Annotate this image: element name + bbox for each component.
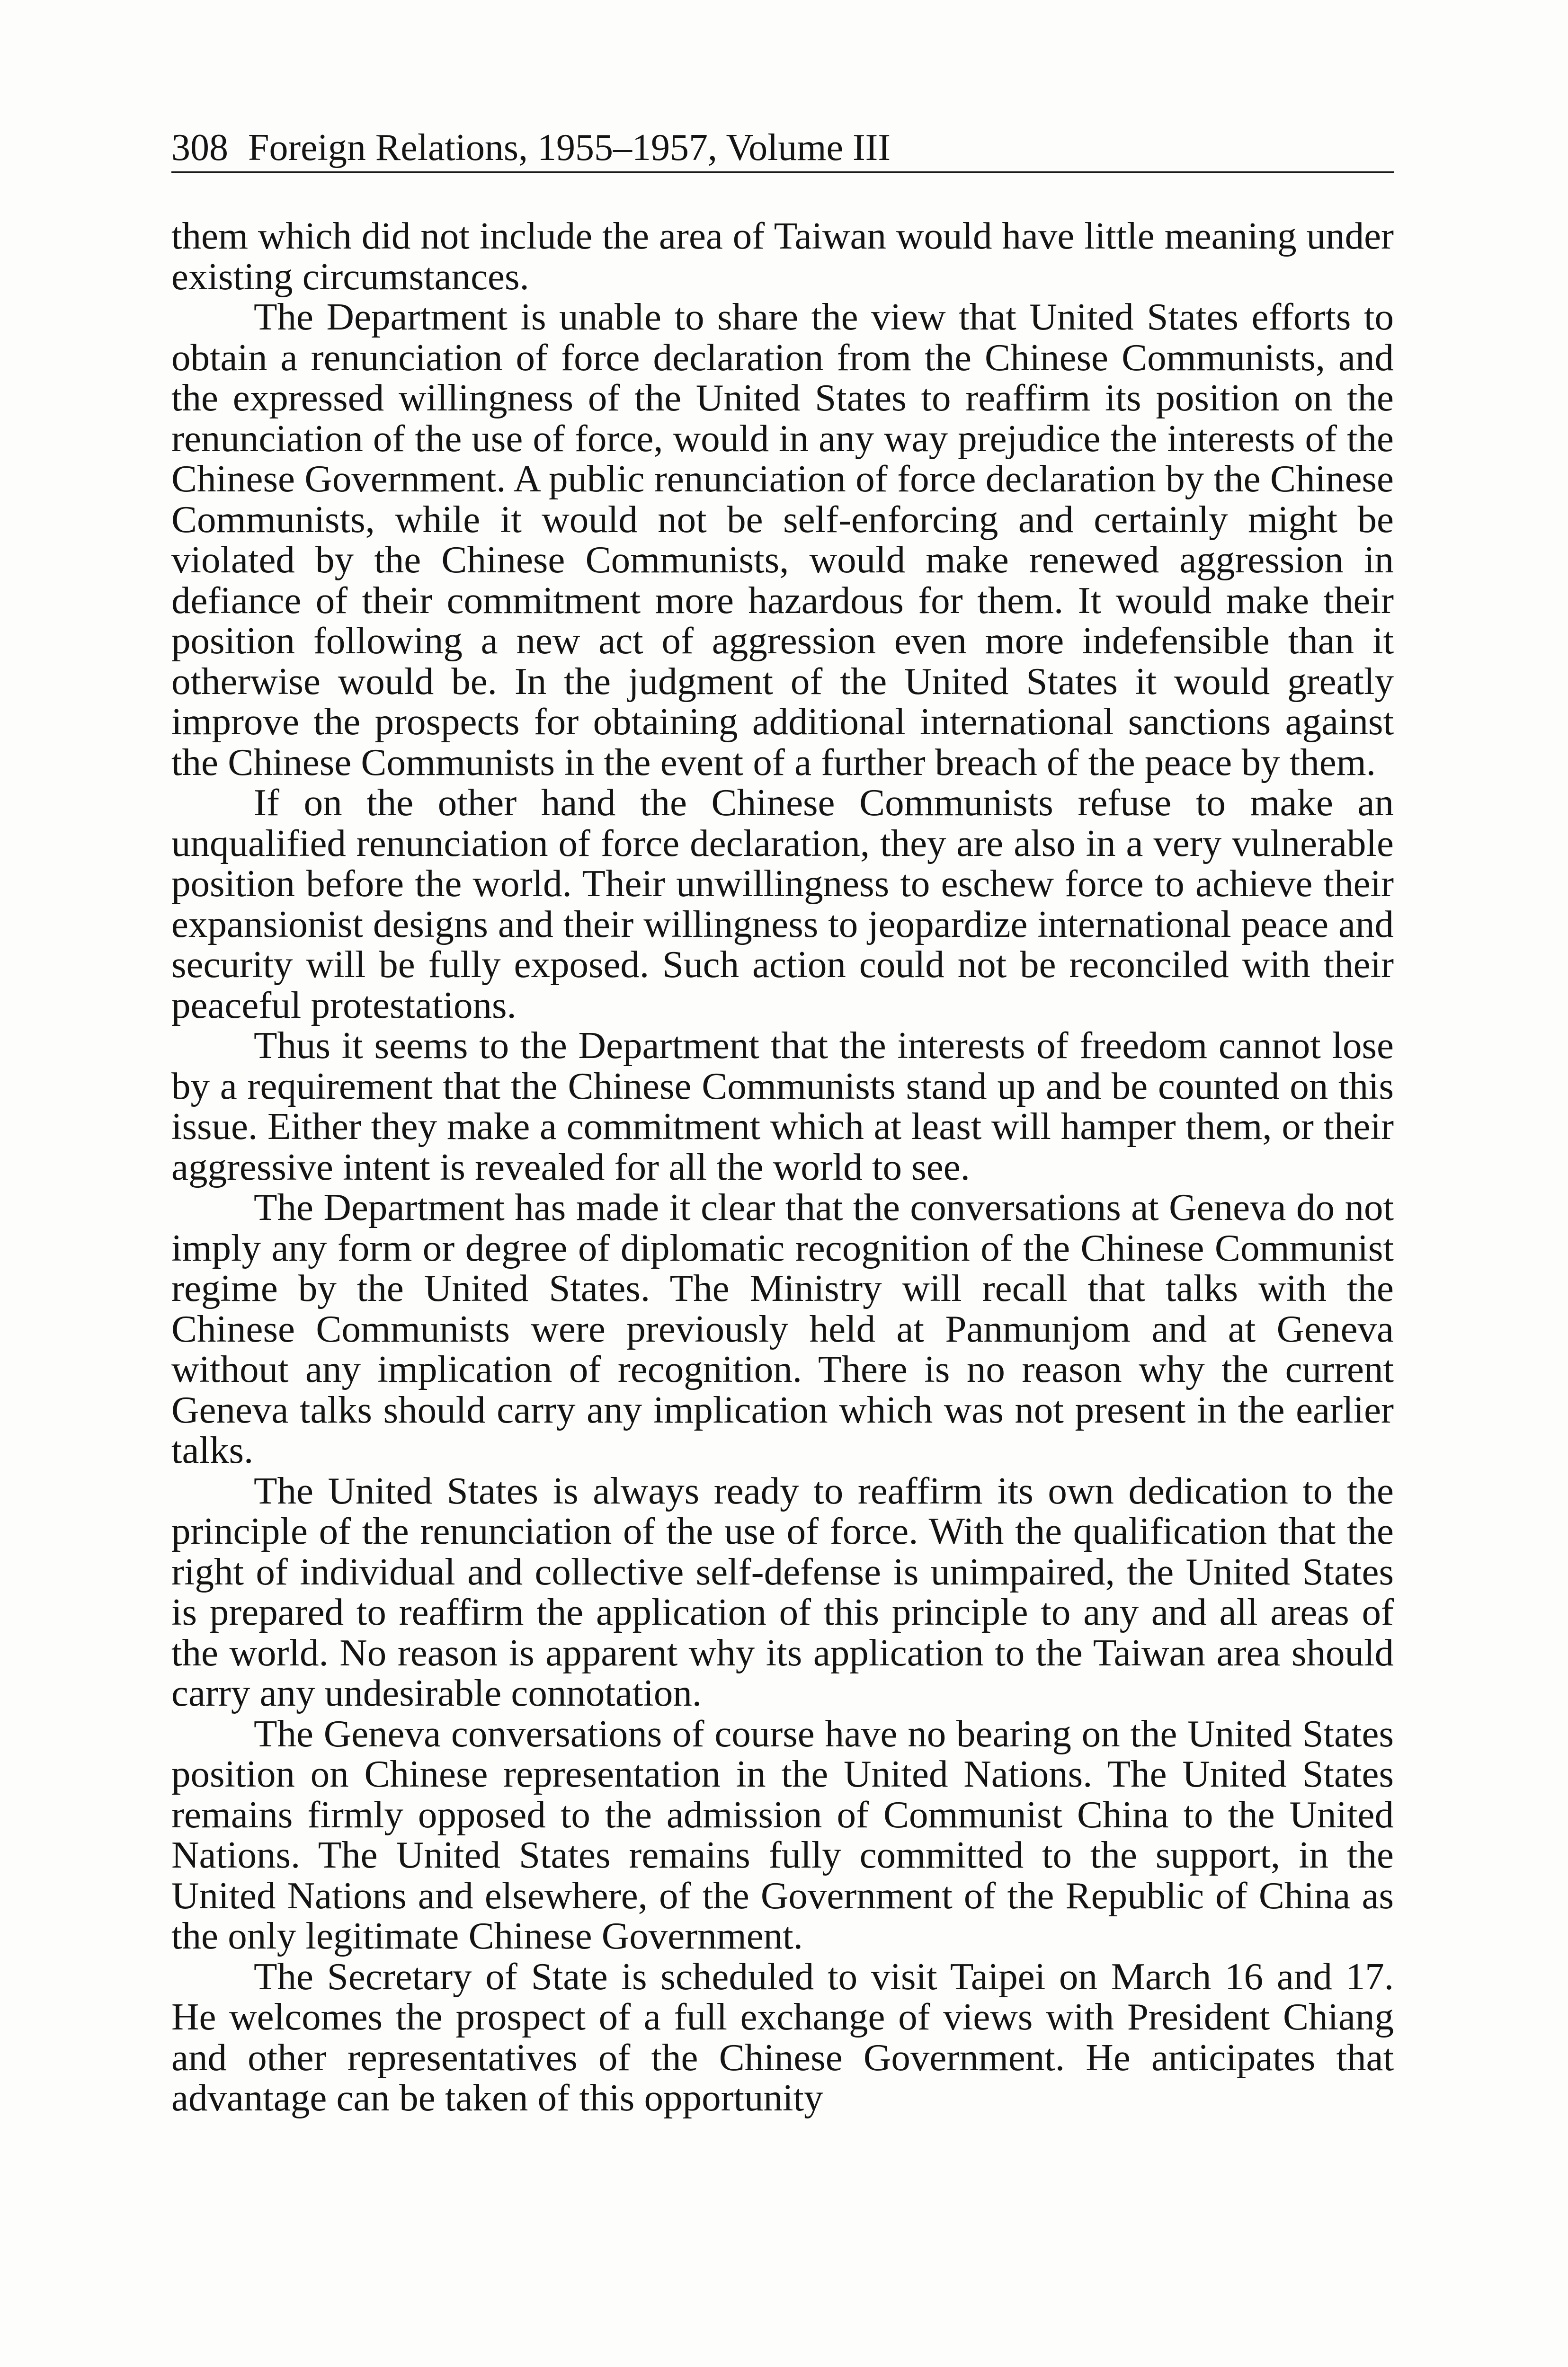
body-text: [171, 216, 1394, 2118]
paragraph: The Department is unable to share the view that United States efforts to obtain a renunciation of force declaration from the Chinese Communists, and the expressed willingness of the United States to reaffirm its position on the renunciation of the use of force, would in any way prejudice the interests of the Chinese Government. A public renunciation of force declaration by the Chinese Communists, while it would not be self-enforcing and certainly might be violated by the Chinese Communists, would make renewed aggression in defiance of their commitment more hazardous for them. It would make their position following a new act of aggression even more indefensible than it otherwise would be. In the judgment of the United States it would greatly improve the prospects for obtaining additional international sanctions against the Chinese Communists in the event of a further breach of the peace by them.: [171, 295, 1394, 783]
page-number: 308: [171, 127, 228, 169]
paragraph: The Geneva conversations of course have no bearing on the United States position on Chinese representation in the United Nations. The United States remains firmly opposed to the admission of Communist China to the United Nations. The United States remains fully committed to the support, in the United Nations and elsewhere, of the Government of the Republic of China as the only legitimate Chinese Government.: [171, 1712, 1394, 1957]
paragraph: The Secretary of State is scheduled to visit Taipei on March 16 and 17. He welcomes the prospect of a full exchange of views with President Chiang and other representatives of the Chinese Government. He anticipates that advantage can be taken of this opportunity: [171, 1955, 1394, 2119]
paragraph: If on the other hand the Chinese Communists refuse to make an unqualified renunciation of force declaration, they are also in a very vulnerable position before the world. Their unwillingness to eschew force to achieve their expansionist designs and their willingness to jeopardize international peace and security will be fully exposed. Such action could not be reconciled with their peaceful protestations.: [171, 781, 1394, 1026]
paragraph: Thus it seems to the Department that the interests of freedom cannot lose by a requirement that the Chinese Communists stand up and be counted on this issue. Either they make a commitment which at least will hamper them, or their aggressive intent is revealed for all the world to see.: [171, 1024, 1394, 1188]
running-title: Foreign Relations, 1955–1957, Volume III: [248, 127, 891, 169]
running-header: [171, 124, 1394, 173]
paragraph: The United States is always ready to reaffirm its own dedication to the principle of the renunciation of the use of force. With the qualification that the right of individual and collective self-defense is unimpaired, the United States is prepared to reaffirm the application of this principle to any and all areas of the world. No reason is apparent why its application to the Taiwan area should carry any undesirable connotation.: [171, 1469, 1394, 1714]
paragraph: The Department has made it clear that the conversations at Geneva do not imply any form or degree of diplomatic recognition of the Chinese Communist regime by the United States. The Ministry will recall that talks with the Chinese Communists were previously held at Panmunjom and at Geneva without any implication of recognition. There is no reason why the current Geneva talks should carry any implication which was not present in the earlier talks.: [171, 1186, 1394, 1471]
paragraph-continued: them which did not include the area of Taiwan would have little meaning under existing circumstances.: [171, 214, 1394, 298]
